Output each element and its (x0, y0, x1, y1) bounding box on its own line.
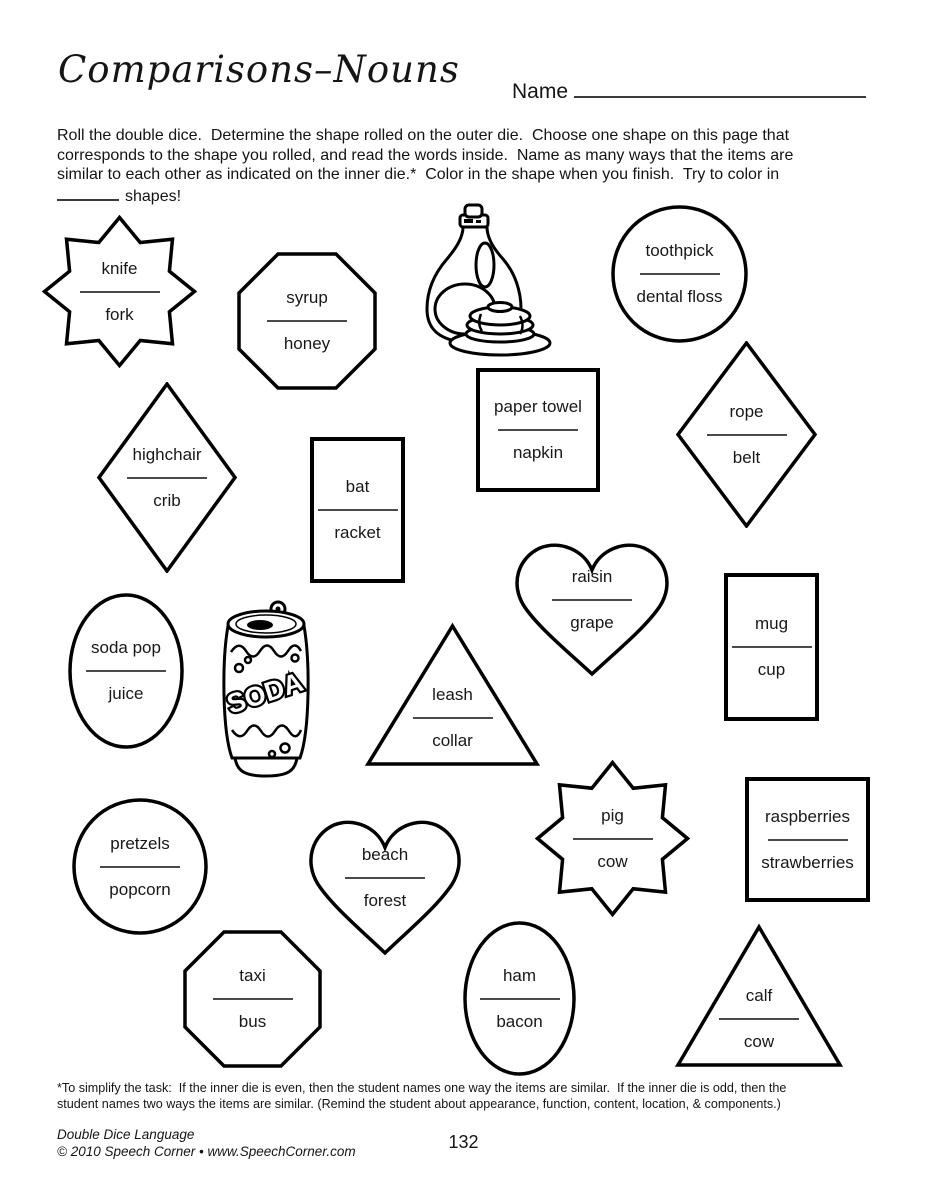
word-bottom: cow (597, 851, 628, 871)
word-bottom: forest (363, 891, 407, 910)
divider-line (318, 509, 398, 511)
soda-can-clipart (215, 598, 318, 782)
page-number: 132 (448, 1132, 479, 1152)
soda-can-icon (215, 598, 318, 782)
instructions-line: Roll the double dice. Determine the shape rolled on the outer die. Choose one shape on this page that (57, 127, 790, 144)
shape-diamond-rope-belt (676, 341, 817, 528)
shape-circle-pretzels-popcorn (72, 798, 208, 935)
footer-copyright: © 2010 Speech Corner • www.SpeechCorner.com (57, 1144, 356, 1159)
word-bottom: honey (283, 334, 331, 353)
shape-oval-sodapop-juice (67, 592, 185, 750)
fill-in-blank-line (57, 185, 119, 201)
word-pair (745, 777, 870, 902)
word-bottom: dental floss (636, 287, 723, 306)
word-bottom: napkin (512, 443, 564, 462)
shape-triangle-leash-collar (365, 622, 540, 767)
word-pair (302, 807, 468, 949)
soda-can-label: SODA (223, 666, 307, 720)
word-top: beach (361, 845, 409, 864)
shape-rectangle-papertowel-napkin (476, 368, 600, 492)
shape-star-pig-cow (535, 760, 690, 917)
word-bottom: juice (108, 684, 144, 703)
instructions (57, 126, 793, 206)
footnote-line: student names two ways the items are similar. (Remind the student about appearance, function, content, location, & components.) (57, 1097, 781, 1111)
divider-line (719, 1018, 799, 1020)
word-pair (237, 252, 377, 390)
word-pair (97, 382, 237, 573)
word-pair (675, 923, 843, 1068)
shape-oval-ham-bacon (462, 920, 577, 1077)
word-top: syrup (286, 288, 328, 307)
footnote-line: *To simplify the task: If the inner die is even, then the student names one way the items are similar. If the inner die is odd, then the (57, 1081, 787, 1095)
word-bottom: bacon (496, 1011, 543, 1031)
divider-line (732, 646, 812, 648)
word-pair (42, 215, 197, 368)
footnote (57, 1080, 786, 1112)
word-bottom: cow (743, 1032, 775, 1051)
word-top: toothpick (645, 241, 714, 260)
divider-line (127, 477, 207, 479)
word-top: raspberries (764, 806, 851, 826)
word-top: highchair (132, 444, 202, 464)
divider-line (100, 866, 180, 868)
syrup-bottle-pancakes-icon (403, 203, 553, 358)
shape-rectangle-mug-cup (724, 573, 819, 721)
divider-line (707, 434, 787, 436)
word-top: pig (601, 805, 624, 825)
divider-line (80, 291, 160, 293)
instructions-line: corresponds to the shape you rolled, and read the words inside. Name as many ways that the items are (57, 146, 794, 164)
word-top: soda pop (91, 638, 161, 657)
word-top: ham (502, 965, 537, 985)
shape-octagon-syrup-honey (237, 252, 377, 390)
word-pair (365, 622, 540, 767)
syrup-pancakes-clipart (403, 203, 553, 358)
instructions-line: shapes! (57, 185, 793, 207)
word-top: mug (754, 614, 789, 633)
word-top: pretzels (110, 833, 170, 853)
divider-line (413, 717, 493, 719)
word-top: bat (345, 477, 370, 496)
name-field (512, 76, 866, 104)
word-bottom: fork (105, 304, 134, 324)
word-pair (183, 930, 322, 1068)
divider-line (640, 273, 720, 275)
word-pair (72, 798, 208, 935)
word-bottom: cup (757, 660, 786, 679)
divider-line (498, 429, 578, 431)
word-top: leash (432, 685, 473, 704)
word-bottom: strawberries (761, 852, 854, 872)
word-top: paper towel (494, 397, 582, 416)
shape-triangle-calf-cow (675, 923, 843, 1068)
word-bottom: belt (732, 447, 761, 467)
word-bottom: grape (570, 613, 614, 632)
shape-star-knife-fork (42, 215, 197, 368)
word-top: rope (729, 401, 764, 421)
name-blank-line (574, 76, 866, 98)
word-pair (535, 760, 690, 917)
word-pair (462, 920, 577, 1077)
word-pair (724, 573, 819, 721)
shape-heart-beach-forest (302, 815, 468, 957)
word-bottom: racket (334, 523, 381, 542)
shape-rectangle-raspberries-strawberries (745, 777, 870, 902)
word-top: knife (101, 258, 138, 278)
word-bottom: popcorn (109, 879, 171, 899)
word-bottom: collar (432, 731, 473, 750)
divider-line (267, 320, 347, 322)
divider-line (573, 838, 653, 840)
word-bottom: bus (238, 1012, 267, 1031)
divider-line (768, 839, 848, 841)
word-bottom: crib (153, 490, 181, 510)
footer-series-title: Double Dice Language (57, 1127, 195, 1142)
shape-circle-toothpick-dentalfloss (611, 205, 748, 343)
word-pair (476, 368, 600, 492)
word-top: taxi (239, 966, 266, 985)
word-top: calf (745, 986, 773, 1005)
divider-line (86, 670, 166, 672)
divider-line (552, 599, 632, 601)
divider-line (480, 998, 560, 1000)
word-pair (67, 592, 185, 750)
instructions-line: similar to each other as indicated on the inner die.* Color in the shape when you finish. Try to color in (57, 166, 780, 183)
divider-line (213, 998, 293, 1000)
word-pair (676, 341, 817, 528)
shape-rectangle-bat-racket (310, 437, 405, 583)
word-top: raisin (571, 567, 613, 586)
shape-diamond-highchair-crib (97, 382, 237, 573)
name-label: Name (512, 80, 569, 103)
divider-line (345, 877, 425, 879)
word-pair (611, 205, 748, 343)
shape-octagon-taxi-bus (183, 930, 322, 1068)
word-pair (310, 437, 405, 583)
page-title: Comparisons–Nouns (58, 48, 460, 91)
